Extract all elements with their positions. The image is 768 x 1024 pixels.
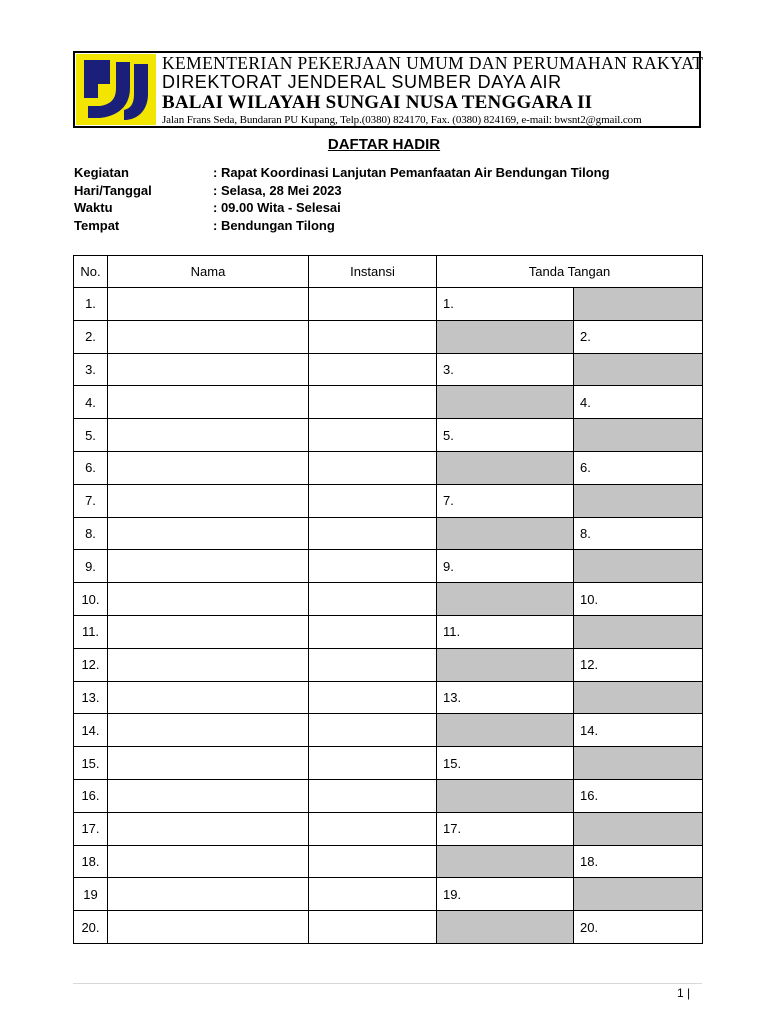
- signature-shaded-cell: [574, 484, 703, 517]
- signature-shaded-cell: [437, 451, 574, 484]
- signature-cell[interactable]: 2.: [574, 320, 703, 353]
- row-number: 15.: [74, 747, 108, 780]
- meta-value: : 09.00 Wita - Selesai: [213, 200, 341, 215]
- row-number: 4.: [74, 386, 108, 419]
- nama-cell[interactable]: [108, 747, 309, 780]
- signature-shaded-cell: [574, 550, 703, 583]
- signature-shaded-cell: [437, 386, 574, 419]
- instansi-cell[interactable]: [309, 484, 437, 517]
- signature-cell[interactable]: 15.: [437, 747, 574, 780]
- row-number: 2.: [74, 320, 108, 353]
- row-number: 8.: [74, 517, 108, 550]
- nama-cell[interactable]: [108, 878, 309, 911]
- meta-label: Hari/Tanggal: [74, 182, 152, 198]
- signature-cell[interactable]: 10.: [574, 583, 703, 616]
- meta-row-tempat: [74, 217, 610, 235]
- table-row: [74, 615, 703, 648]
- signature-shaded-cell: [574, 288, 703, 321]
- signature-cell[interactable]: 17.: [437, 812, 574, 845]
- instansi-cell[interactable]: [309, 451, 437, 484]
- meta-label: Waktu: [74, 200, 113, 215]
- table-row: [74, 517, 703, 550]
- row-number: 14.: [74, 714, 108, 747]
- instansi-cell[interactable]: [309, 878, 437, 911]
- header-instansi: Instansi: [309, 256, 437, 288]
- signature-cell[interactable]: 7.: [437, 484, 574, 517]
- document-title: DAFTAR HADIR: [327, 136, 441, 153]
- table-row: [74, 320, 703, 353]
- signature-shaded-cell: [437, 779, 574, 812]
- table-row: [74, 714, 703, 747]
- meta-row-kegiatan: [74, 164, 610, 182]
- signature-shaded-cell: [574, 681, 703, 714]
- signature-cell[interactable]: 3.: [437, 353, 574, 386]
- instansi-cell[interactable]: [309, 911, 437, 944]
- signature-shaded-cell: [574, 878, 703, 911]
- row-number: 16.: [74, 779, 108, 812]
- nama-cell[interactable]: [108, 714, 309, 747]
- table-row: [74, 583, 703, 616]
- instansi-cell[interactable]: [309, 747, 437, 780]
- instansi-cell[interactable]: [309, 288, 437, 321]
- nama-cell[interactable]: [108, 911, 309, 944]
- signature-cell[interactable]: 6.: [574, 451, 703, 484]
- signature-shaded-cell: [437, 714, 574, 747]
- nama-cell[interactable]: [108, 812, 309, 845]
- instansi-cell[interactable]: [309, 583, 437, 616]
- header-nama: Nama: [108, 256, 309, 288]
- table-row: [74, 845, 703, 878]
- meta-value: : Bendungan Tilong: [213, 217, 335, 233]
- nama-cell[interactable]: [108, 320, 309, 353]
- nama-cell[interactable]: [108, 517, 309, 550]
- signature-cell[interactable]: 5.: [437, 419, 574, 452]
- instansi-cell[interactable]: [309, 845, 437, 878]
- nama-cell[interactable]: [108, 451, 309, 484]
- signature-shaded-cell: [437, 583, 574, 616]
- table-row: [74, 911, 703, 944]
- signature-shaded-cell: [437, 911, 574, 944]
- signature-cell[interactable]: 11.: [437, 615, 574, 648]
- letterhead-office: BALAI WILAYAH SUNGAI NUSA TENGGARA II: [162, 92, 593, 113]
- row-number: 9.: [74, 550, 108, 583]
- table-row: [74, 386, 703, 419]
- table-row: [74, 648, 703, 681]
- table-row: [74, 419, 703, 452]
- letterhead-address: Jalan Frans Seda, Bundaran PU Kupang, Telp.(0380) 824170, Fax. (0380) 824169, e-mail: bwsnt2@gmail.com: [162, 114, 642, 126]
- instansi-cell[interactable]: [309, 550, 437, 583]
- meta-value: : Selasa, 28 Mei 2023: [213, 182, 342, 198]
- signature-cell[interactable]: 19.: [437, 878, 574, 911]
- letterhead: [73, 51, 704, 128]
- signature-shaded-cell: [574, 747, 703, 780]
- signature-shaded-cell: [574, 812, 703, 845]
- nama-cell[interactable]: [108, 288, 309, 321]
- footer-divider: [73, 983, 702, 984]
- table-row: [74, 550, 703, 583]
- row-number: 19: [74, 878, 108, 911]
- row-number: 1.: [74, 288, 108, 321]
- signature-cell[interactable]: 12.: [574, 648, 703, 681]
- instansi-cell[interactable]: [309, 320, 437, 353]
- signature-shaded-cell: [574, 353, 703, 386]
- instansi-cell[interactable]: [309, 517, 437, 550]
- table-row: [74, 353, 703, 386]
- signature-shaded-cell: [574, 419, 703, 452]
- nama-cell[interactable]: [108, 419, 309, 452]
- header-no: No.: [74, 256, 108, 288]
- signature-shaded-cell: [437, 320, 574, 353]
- instansi-cell[interactable]: [309, 812, 437, 845]
- signature-cell[interactable]: 1.: [437, 288, 574, 321]
- signature-cell[interactable]: 16.: [574, 779, 703, 812]
- table-row: [74, 747, 703, 780]
- header-tanda-tangan: Tanda Tangan: [437, 256, 703, 288]
- letterhead-directorate: DIREKTORAT JENDERAL SUMBER DAYA AIR: [162, 72, 562, 92]
- row-number: 20.: [74, 911, 108, 944]
- signature-cell[interactable]: 20.: [574, 911, 703, 944]
- nama-cell[interactable]: [108, 615, 309, 648]
- meta-value: : Rapat Koordinasi Lanjutan Pemanfaatan Air Bendungan Tilong: [213, 165, 610, 180]
- signature-shaded-cell: [437, 648, 574, 681]
- table-row: [74, 681, 703, 714]
- nama-cell[interactable]: [108, 845, 309, 878]
- table-row: [74, 484, 703, 517]
- row-number: 11.: [74, 615, 108, 648]
- meta-row-waktu: [74, 199, 610, 217]
- pu-logo-icon: [76, 54, 156, 125]
- instansi-cell[interactable]: [309, 353, 437, 386]
- row-number: 10.: [74, 583, 108, 616]
- table-header-row: [74, 256, 703, 288]
- signature-cell[interactable]: 18.: [574, 845, 703, 878]
- row-number: 12.: [74, 648, 108, 681]
- nama-cell[interactable]: [108, 386, 309, 419]
- nama-cell[interactable]: [108, 583, 309, 616]
- signature-cell[interactable]: 14.: [574, 714, 703, 747]
- signature-cell[interactable]: 9.: [437, 550, 574, 583]
- nama-cell[interactable]: [108, 484, 309, 517]
- signature-shaded-cell: [437, 845, 574, 878]
- meta-label: Kegiatan: [74, 165, 129, 180]
- signature-cell[interactable]: 4.: [574, 386, 703, 419]
- row-number: 6.: [74, 451, 108, 484]
- nama-cell[interactable]: [108, 648, 309, 681]
- instansi-cell[interactable]: [309, 615, 437, 648]
- row-number: 7.: [74, 484, 108, 517]
- signature-cell[interactable]: 13.: [437, 681, 574, 714]
- row-number: 13.: [74, 681, 108, 714]
- instansi-cell[interactable]: [309, 779, 437, 812]
- page-number: 1 |: [677, 986, 691, 1000]
- row-number: 5.: [74, 419, 108, 452]
- meta-label: Tempat: [74, 217, 120, 233]
- instansi-cell[interactable]: [309, 386, 437, 419]
- letterhead-ministry: KEMENTERIAN PEKERJAAN UMUM DAN PERUMAHAN RAKYAT: [162, 53, 704, 73]
- signature-shaded-cell: [574, 615, 703, 648]
- row-number: 3.: [74, 353, 108, 386]
- signature-shaded-cell: [437, 517, 574, 550]
- signature-cell[interactable]: 8.: [574, 517, 703, 550]
- instansi-cell[interactable]: [309, 681, 437, 714]
- nama-cell[interactable]: [108, 550, 309, 583]
- table-row: [74, 878, 703, 911]
- instansi-cell[interactable]: [309, 714, 437, 747]
- attendance-table: [73, 255, 703, 944]
- nama-cell[interactable]: [108, 353, 309, 386]
- row-number: 17.: [74, 812, 108, 845]
- meta-row-hari-tanggal: [74, 182, 610, 200]
- table-row: [74, 779, 703, 812]
- instansi-cell[interactable]: [309, 419, 437, 452]
- row-number: 18.: [74, 845, 108, 878]
- table-row: [74, 812, 703, 845]
- table-row: [74, 288, 703, 321]
- nama-cell[interactable]: [108, 779, 309, 812]
- instansi-cell[interactable]: [309, 648, 437, 681]
- nama-cell[interactable]: [108, 681, 309, 714]
- meeting-info: [74, 164, 610, 234]
- table-row: [74, 451, 703, 484]
